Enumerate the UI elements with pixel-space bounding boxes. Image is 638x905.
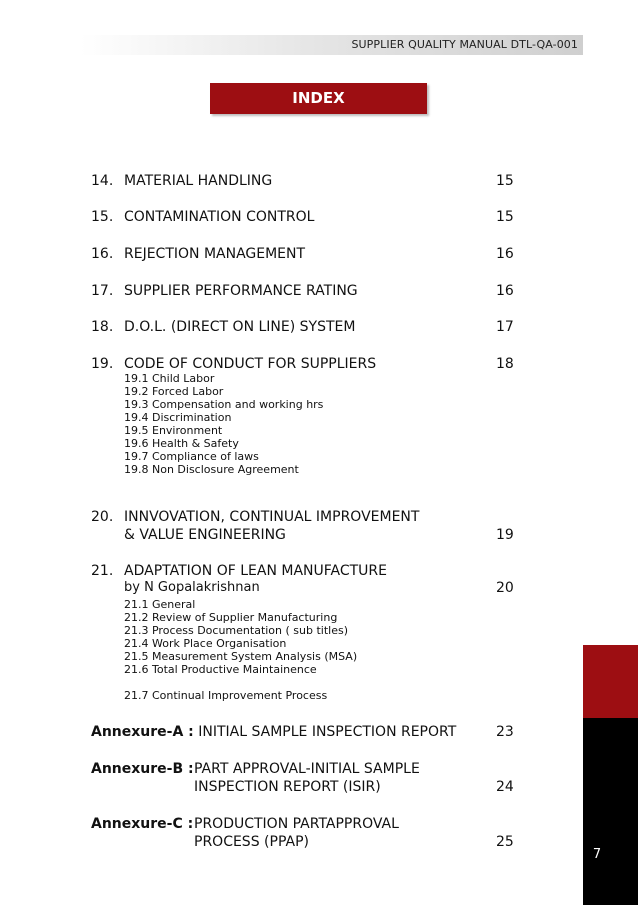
entry-number: 18. [91,319,114,335]
annexure-title: INITIAL SAMPLE INSPECTION REPORT [198,724,457,740]
entry-page: 15 [496,173,514,189]
subsection-list-21 [124,598,357,676]
entry-page: 17 [496,319,514,335]
entry-title: CODE OF CONDUCT FOR SUPPLIERS [124,356,377,372]
subsection-item[interactable]: 19.5 Environment [124,424,223,437]
entry-author: by N Gopalakrishnan [124,580,260,595]
annexure-title-continuation: INSPECTION REPORT (ISIR) [194,779,381,795]
subsection-item[interactable]: 21.5 Measurement System Analysis (MSA) [124,650,358,663]
entry-page: 15 [496,209,514,225]
annexure-a[interactable] [91,724,456,740]
entry-title: D.O.L. (DIRECT ON LINE) SYSTEM [124,319,356,335]
entry-number: 21. [91,563,114,579]
entry-title-continuation: & VALUE ENGINEERING [124,527,286,543]
annexure-b[interactable] [91,761,194,777]
subsection-item[interactable]: 21.1 General [124,598,196,611]
annexure-page: 23 [496,724,514,740]
toc-entry-14[interactable] [91,173,272,189]
annexure-title: PRODUCTION PARTAPPROVAL [194,816,399,832]
document-header: SUPPLIER QUALITY MANUAL DTL-QA-001 [351,38,578,51]
entry-title: SUPPLIER PERFORMANCE RATING [124,283,358,299]
entry-page: 16 [496,246,514,262]
subsection-list-19 [124,372,323,476]
annexure-title-continuation: PROCESS (PPAP) [194,834,309,850]
annexure-label: Annexure-B : [91,761,194,777]
subsection-item[interactable]: 19.7 Compliance of laws [124,450,259,463]
entry-title: INNVOVATION, CONTINUAL IMPROVEMENT [124,509,420,525]
side-tab-dark [583,718,638,905]
subsection-item[interactable]: 19.6 Health & Safety [124,437,239,450]
annexure-label: Annexure-A : [91,724,194,740]
subsection-item[interactable]: 21.3 Process Documentation ( sub titles) [124,624,349,637]
side-tab-accent [583,645,638,718]
entry-title: ADAPTATION OF LEAN MANUFACTURE [124,563,387,579]
toc-entry-16[interactable] [91,246,305,262]
entry-page: 20 [496,580,514,596]
toc-entry-21[interactable] [91,563,387,579]
annexure-page: 25 [496,834,514,850]
entry-number: 17. [91,283,114,299]
annexure-page: 24 [496,779,514,795]
subsection-item[interactable]: 19.3 Compensation and working hrs [124,398,324,411]
entry-page: 18 [496,356,514,372]
subsection-item[interactable]: 21.7 Continual Improvement Process [124,689,328,702]
entry-page: 19 [496,527,514,543]
subsection-item[interactable]: 21.2 Review of Supplier Manufacturing [124,611,338,624]
subsection-item[interactable]: 19.8 Non Disclosure Agreement [124,463,299,476]
toc-entry-20[interactable] [91,509,419,525]
entry-page: 16 [496,283,514,299]
entry-number: 16. [91,246,114,262]
toc-entry-18[interactable] [91,319,355,335]
toc-entry-19[interactable] [91,356,376,372]
subsection-item[interactable]: 19.2 Forced Labor [124,385,224,398]
entry-number: 19. [91,356,114,372]
entry-number: 14. [91,173,114,189]
entry-title: REJECTION MANAGEMENT [124,246,306,262]
entry-number: 15. [91,209,114,225]
toc-entry-15[interactable] [91,209,314,225]
entry-number: 20. [91,509,114,525]
subsection-item[interactable]: 19.1 Child Labor [124,372,215,385]
entry-title: MATERIAL HANDLING [124,173,273,189]
annexure-label: Annexure-C : [91,816,194,832]
subsection-item[interactable]: 19.4 Discrimination [124,411,232,424]
index-title: INDEX [210,83,427,114]
annexure-c[interactable] [91,816,193,832]
toc-entry-17[interactable] [91,283,358,299]
subsection-item[interactable]: 21.4 Work Place Organisation [124,637,287,650]
entry-title: CONTAMINATION CONTROL [124,209,315,225]
annexure-title: PART APPROVAL-INITIAL SAMPLE [194,761,420,777]
subsection-item[interactable]: 21.6 Total Productive Maintainence [124,663,317,676]
page-number: 7 [592,847,602,862]
